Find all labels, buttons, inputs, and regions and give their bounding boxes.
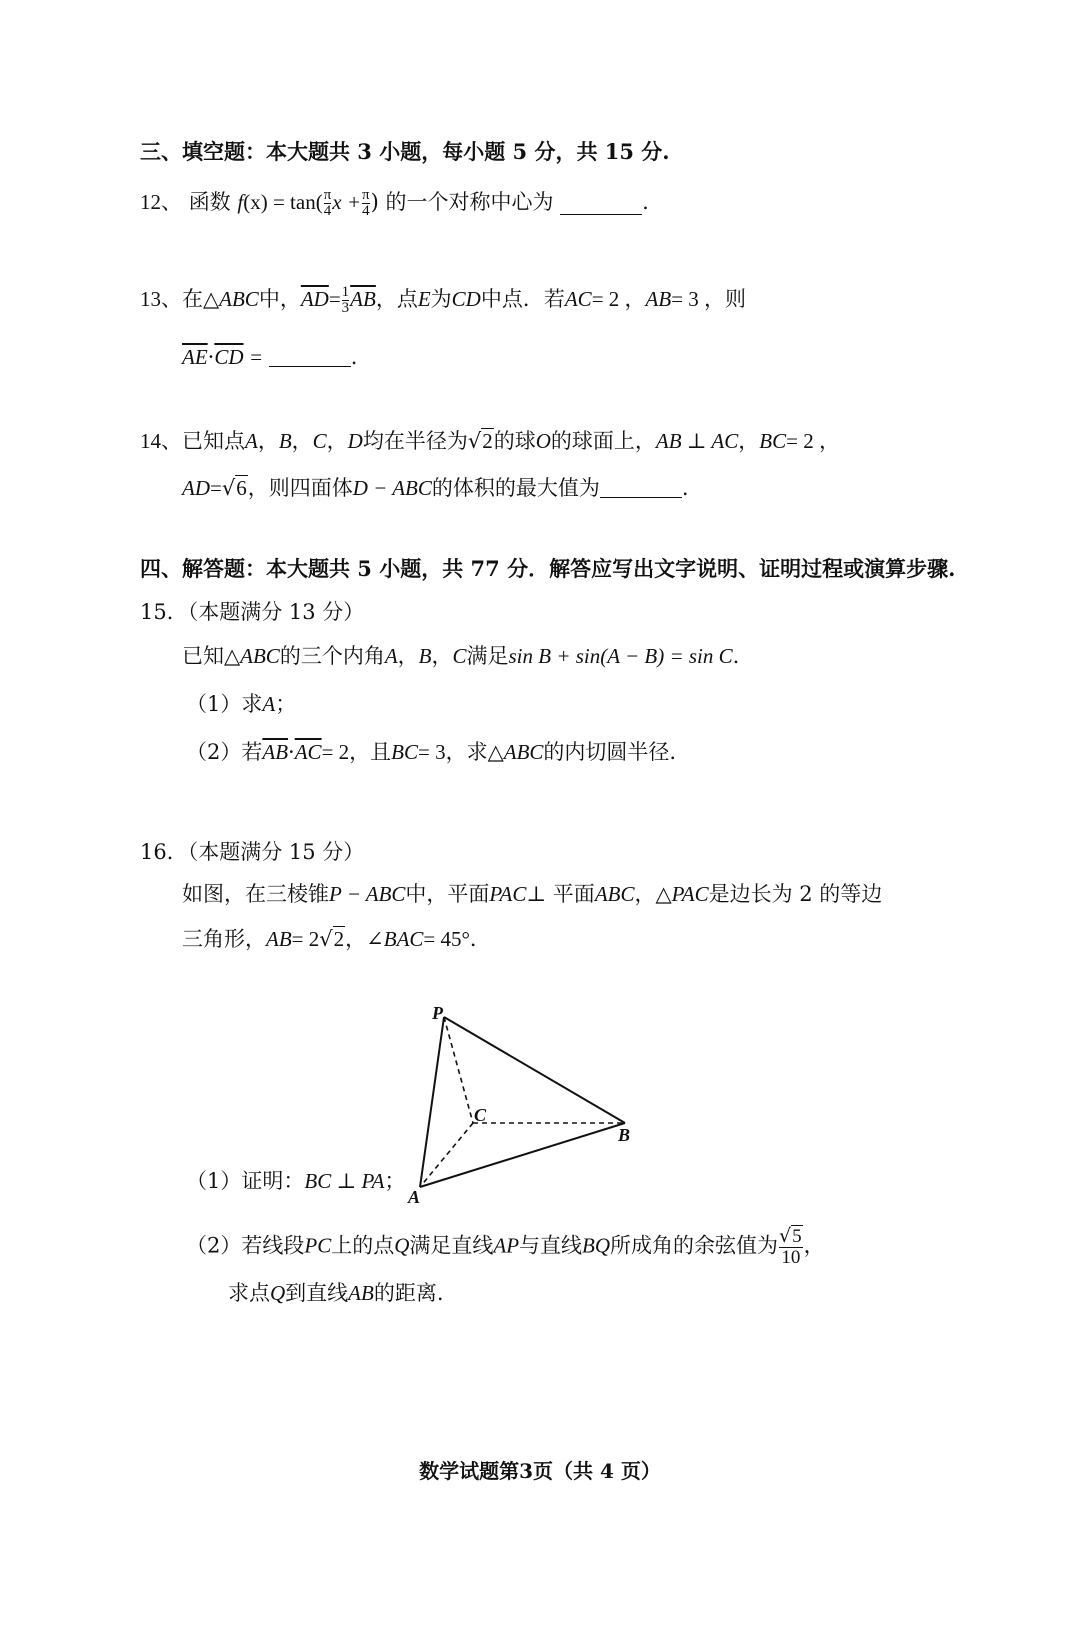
q13-text: = 3 ，则 — [671, 287, 747, 311]
q16-text: 三角形， — [182, 927, 266, 951]
label-b: B — [618, 1125, 631, 1145]
q16-var: △PAC — [655, 882, 709, 906]
vector-cd: $\overline{CD}$ — [214, 345, 244, 369]
q13-text: ，点 — [375, 287, 418, 311]
answer-blank-14[interactable] — [600, 497, 682, 498]
q13-text: = 2 ， — [591, 287, 646, 311]
q15-p2-label: （2）若 — [186, 740, 263, 764]
q16-p1-expr: BC ⊥ PA — [304, 1169, 385, 1193]
q13-number: 13、 — [140, 287, 182, 311]
radicand: 2 — [482, 429, 493, 453]
q16-fraction — [779, 1226, 803, 1268]
q13-eq: = — [250, 345, 263, 369]
q13-var: CD — [451, 287, 481, 311]
question-16-part-2-line-2 — [228, 1279, 444, 1307]
sqrt-2: √2 — [319, 927, 345, 951]
q13-text: 为 — [430, 287, 452, 311]
q15-text: 满足 — [466, 644, 509, 668]
label-p: P — [432, 1005, 443, 1023]
q15-var: C — [452, 644, 467, 668]
q16-text: 与直线 — [519, 1233, 583, 1258]
q13-var: AB — [645, 287, 672, 311]
q15-var: B — [418, 644, 432, 668]
edge-pc-dashed — [444, 1017, 473, 1123]
q14-text: 已知点 — [182, 429, 245, 453]
vector-ab: $\overline{AB}$ — [262, 740, 289, 764]
q15-text: 的三个内角 — [279, 644, 385, 668]
q16-var: PC — [304, 1233, 332, 1258]
vector-ab: $\overline{AB}$ — [350, 287, 376, 311]
label-c: C — [474, 1105, 487, 1125]
q12-number: 12、 — [140, 190, 182, 214]
q13-var: ABC — [219, 287, 259, 311]
frac-denominator: 4 — [323, 203, 332, 219]
q15-p1-end: ； — [275, 692, 297, 716]
q12-text: 函数 — [188, 190, 231, 214]
q14-period: . — [681, 476, 689, 500]
q16-text: 上的点 — [331, 1233, 395, 1258]
answer-blank-12[interactable] — [560, 214, 642, 215]
radicand: 6 — [236, 476, 247, 500]
q15-text: = 2，且 — [321, 740, 392, 764]
q12-f: f — [237, 190, 244, 214]
edge-pb — [444, 1017, 625, 1123]
q16-text: 是边长为 2 的等边 — [708, 882, 883, 906]
q16-var: BQ — [582, 1233, 611, 1258]
q15-var: BC — [391, 740, 418, 764]
q16-text: 中，平面 — [405, 882, 490, 906]
frac-numerator: 1 — [341, 284, 350, 300]
q13-period: . — [350, 345, 358, 369]
q16-p2-end: ， — [803, 1233, 825, 1258]
page-footer: 数学试题第3页（共 4 页） — [419, 1459, 661, 1483]
question-14 — [140, 427, 840, 455]
q15-sep: ， — [397, 644, 419, 668]
question-15-title: 15．（本题满分 13 分） — [140, 600, 365, 624]
q16-p1-label: （1）证明： — [186, 1169, 305, 1193]
vector-ad: $\overline{AD}$ — [300, 287, 329, 311]
edge-ab — [420, 1123, 625, 1187]
q14-expr: AB ⊥ AC — [655, 429, 739, 453]
q14-var: AD — [182, 476, 210, 500]
q16-var: AB — [348, 1281, 374, 1305]
q16-var: Q — [270, 1281, 286, 1305]
q16-text: 满足直线 — [409, 1233, 494, 1258]
frac-numerator — [779, 1226, 803, 1247]
q13-var: E — [417, 287, 431, 311]
tetrahedron-figure — [400, 1005, 660, 1210]
dot-operator: · — [288, 740, 295, 764]
q12-expr-x: x + — [332, 190, 362, 214]
question-16-title: 16．（本题满分 15 分） — [140, 840, 365, 864]
question-13-line-2 — [182, 343, 357, 371]
q16-text: 到直线 — [285, 1281, 349, 1305]
q14-var: O — [535, 429, 551, 453]
edge-pa — [420, 1017, 444, 1187]
question-16-body-2 — [182, 925, 491, 953]
q15-equation: sin B + sin(A − B) = sin C — [508, 644, 733, 668]
q15-p1-label: （1）求 — [186, 692, 263, 716]
q12-fraction-2 — [362, 188, 370, 219]
dot-operator: · — [207, 345, 215, 369]
q15-text: = 3，求△ — [418, 740, 504, 764]
question-14-line-2 — [182, 474, 689, 502]
q16-p2-label: （2）若线段 — [186, 1233, 305, 1258]
q15-var: ABC — [503, 740, 544, 764]
vector-ac: $\overline{AC}$ — [294, 740, 322, 764]
question-16-body — [182, 880, 882, 908]
q16-var: AP — [493, 1233, 520, 1258]
q13-text: 在△ — [182, 287, 220, 311]
radicand: 2 — [333, 927, 345, 951]
question-16-part-2 — [186, 1226, 825, 1268]
q16-text: 如图，在三棱锥 — [182, 882, 329, 906]
q14-text: 的体积的最大值为 — [431, 476, 600, 500]
q16-var: Q — [394, 1233, 410, 1258]
q15-var: ABC — [240, 644, 280, 668]
q16-text: ⊥ 平面 — [526, 882, 595, 906]
q16-var: PAC — [489, 882, 527, 906]
frac-numerator: π — [323, 187, 332, 203]
q16-text: ， — [634, 882, 656, 906]
q14-number: 14、 — [140, 429, 182, 453]
q14-sep: ， — [291, 429, 313, 453]
vector-ae: $\overline{AE}$ — [182, 345, 208, 369]
q15-period: . — [732, 644, 740, 668]
frac-denominator: 3 — [341, 300, 350, 316]
q12-expr: (x) = tan( — [243, 190, 323, 214]
q15-var: A — [262, 692, 276, 716]
section-4-heading: 四、解答题：本大题共 5 小题，共 77 分．解答应写出文字说明、证明过程或演算步骤. — [140, 556, 956, 581]
q14-text: ， — [738, 429, 760, 453]
q16-text: 的距离. — [373, 1281, 444, 1305]
q13-eq: = — [328, 287, 341, 311]
q16-text: 所成角的余弦值为 — [610, 1233, 779, 1258]
q14-var: B — [278, 429, 292, 453]
question-15-body — [182, 642, 739, 670]
radicand: 5 — [792, 1226, 802, 1247]
q14-var: D — [347, 429, 363, 453]
sqrt-5: √5 — [779, 1225, 802, 1247]
answer-blank-13[interactable] — [269, 366, 351, 367]
q15-text: 已知△ — [182, 644, 241, 668]
q16-expr: P − ABC — [329, 882, 406, 906]
q16-var: ABC — [594, 882, 635, 906]
q16-text: = 2 — [291, 927, 320, 951]
frac-denominator: 4 — [362, 203, 370, 219]
q16-text: 求点 — [228, 1281, 270, 1305]
q14-text: 的球 — [493, 429, 536, 453]
section-3-heading: 三、填空题：本大题共 3 小题，每小题 5 分，共 15 分. — [140, 139, 670, 164]
question-16-part-1 — [186, 1167, 405, 1195]
q12-text-end: ) 的一个对称中心为 — [370, 190, 554, 214]
question-12 — [140, 188, 649, 219]
q16-p1-end: ； — [384, 1169, 406, 1193]
q16-var: AB — [266, 927, 292, 951]
q16-text: = 45°． — [423, 927, 491, 951]
q14-text: 均在半径为 — [362, 429, 468, 453]
q14-var: BC — [759, 429, 787, 453]
q14-text: = 2 ， — [786, 429, 840, 453]
question-15-part-1 — [186, 690, 296, 718]
q14-text: ，则四面体 — [247, 476, 353, 500]
q15-sep: ， — [431, 644, 453, 668]
question-13 — [140, 285, 746, 316]
sqrt-2: √2 — [467, 429, 493, 453]
q14-sep: ， — [326, 429, 348, 453]
q14-sep: ， — [257, 429, 279, 453]
q14-text: 的球面上， — [550, 429, 656, 453]
label-a: A — [408, 1187, 421, 1207]
q13-text: 中， — [258, 287, 301, 311]
question-15-part-2 — [186, 738, 676, 766]
sqrt-6: √6 — [221, 476, 247, 500]
q13-fraction — [342, 285, 350, 316]
q16-text: ， — [345, 927, 367, 951]
q16-angle: ∠BAC — [366, 927, 424, 951]
q14-eq: = — [210, 476, 222, 500]
q15-var: A — [384, 644, 398, 668]
q15-text: 的内切圆半径. — [543, 740, 677, 764]
q14-var: A — [245, 429, 258, 453]
q13-var: AC — [564, 287, 592, 311]
q14-var: C — [312, 429, 327, 453]
q13-text: 中点．若 — [480, 287, 565, 311]
q14-expr: D − ABC — [352, 476, 432, 500]
frac-numerator: π — [362, 187, 370, 203]
q12-fraction — [324, 188, 332, 219]
q12-period: . — [642, 190, 649, 214]
frac-denominator: 10 — [779, 1247, 803, 1268]
